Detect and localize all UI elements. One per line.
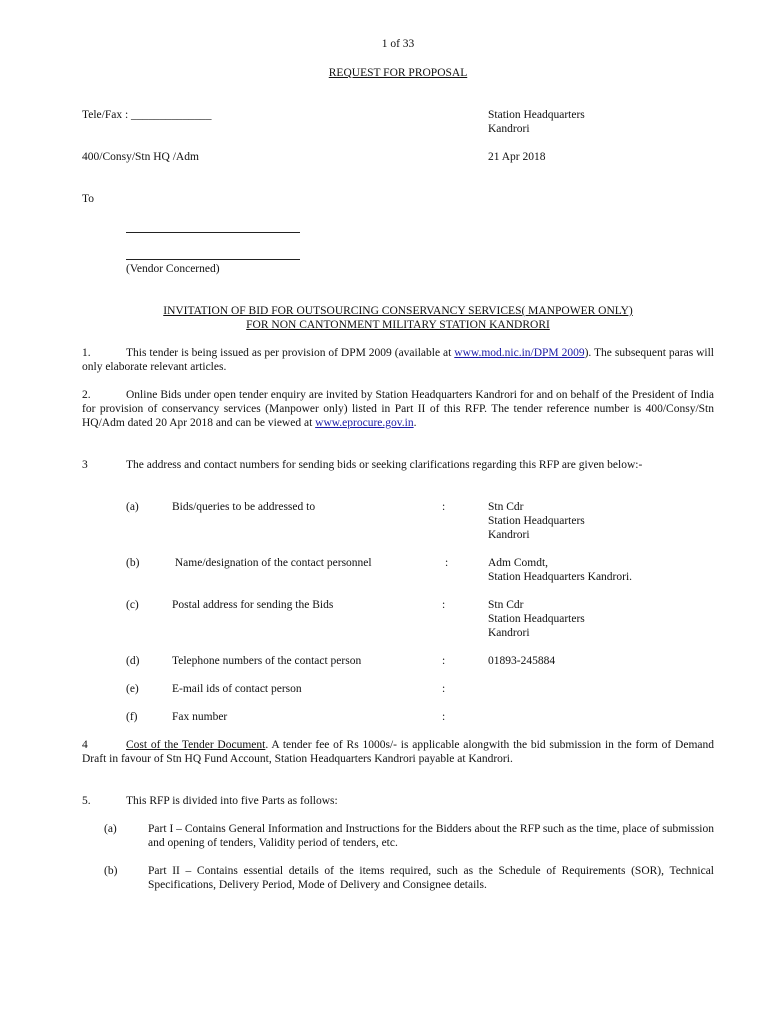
- para-4-text: . A tender fee of Rs 1000s/- is applicable alongwith the bid submission in the form of Demand Draft in favour of Stn HQ Fund Account, Station Headquarters Kandrori payable at Kandrori.: [82, 739, 714, 765]
- contact-tag: (f): [126, 711, 138, 723]
- part-item-a: [104, 822, 714, 850]
- contact-value-line: Kandrori: [488, 627, 530, 639]
- paragraph-1: [82, 346, 714, 374]
- part-item-b: [104, 864, 714, 892]
- page-number: 1 of 33: [381, 38, 415, 50]
- para-5-text: This RFP is divided into five Parts as follows:: [126, 795, 338, 807]
- letter-date: 21 Apr 2018: [488, 151, 546, 163]
- contact-tag: (d): [126, 655, 140, 667]
- contact-tag: (e): [126, 683, 139, 695]
- para-2-text-b: .: [413, 417, 417, 429]
- vendor-label: (Vendor Concerned): [126, 263, 220, 275]
- contact-colon: :: [442, 683, 446, 695]
- contact-tag: (c): [126, 599, 139, 611]
- contact-value-line: Stn Cdr: [488, 599, 524, 611]
- contact-tag: (b): [126, 557, 140, 569]
- contact-colon: :: [442, 711, 446, 723]
- contact-value-line: Station Headquarters: [488, 613, 585, 625]
- list-item: [104, 822, 714, 850]
- para-4-title: Cost of the Tender Document: [126, 739, 266, 751]
- contact-label: Postal address for sending the Bids: [172, 599, 334, 611]
- contact-value-line: Kandrori: [488, 529, 530, 541]
- office-place: Kandrori: [488, 123, 530, 135]
- contact-label: Name/designation of the contact personnel: [172, 557, 372, 569]
- paragraph-3: [82, 458, 714, 472]
- office-name: Station Headquarters: [488, 109, 585, 121]
- contact-colon: :: [442, 501, 446, 513]
- para-1-text-b: ). The subsequent paras will only elaborate relevant articles.: [82, 347, 715, 373]
- contact-label: Bids/queries to be addressed to: [172, 501, 316, 513]
- contact-value-line: Adm Comdt,: [488, 557, 549, 569]
- address-blank-line-1: [126, 232, 300, 233]
- contact-colon: :: [442, 655, 446, 667]
- paragraph-5: [82, 794, 714, 808]
- part-text: Part I – Contains General Information and Instructions for the Bidders about the RFP such as the time, place of submission and opening of tenders, Validity period of tenders, etc.: [148, 823, 714, 849]
- para-3-number: 3: [82, 459, 88, 471]
- contact-label: Fax number: [172, 711, 228, 723]
- part-tag: (b): [104, 865, 118, 877]
- para-4-number: 4: [82, 739, 88, 751]
- para-1-number: 1.: [82, 347, 91, 359]
- reference-number: 400/Consy/Stn HQ /Adm: [82, 151, 199, 163]
- subject-line-1: INVITATION OF BID FOR OUTSOURCING CONSERVANCY SERVICES( MANPOWER ONLY): [163, 305, 633, 317]
- contact-tag: (a): [126, 501, 139, 513]
- document-title: REQUEST FOR PROPOSAL: [328, 67, 468, 79]
- paragraph-2: [82, 388, 714, 430]
- dpm-link[interactable]: www.mod.nic.in/DPM 2009: [454, 347, 585, 359]
- contact-value-line: 01893-245884: [488, 655, 556, 667]
- contact-value-line: Station Headquarters Kandrori.: [488, 571, 633, 583]
- to-label: To: [82, 193, 94, 205]
- contact-label: Telephone numbers of the contact person: [172, 655, 362, 667]
- address-blank-line-2: [126, 259, 300, 260]
- list-item: [104, 864, 714, 892]
- part-text: Part II – Contains essential details of the items required, such as the Schedule of Requirements (SOR), Technical Specifications, Delivery Period, Mode of Delivery and Consignee details.: [148, 865, 714, 891]
- contact-colon: :: [445, 557, 449, 569]
- contact-value-line: Station Headquarters: [488, 515, 585, 527]
- eprocure-link[interactable]: www.eprocure.gov.in: [315, 417, 414, 429]
- paragraph-4: [82, 738, 714, 766]
- contact-value-line: Stn Cdr: [488, 501, 524, 513]
- para-2-number: 2.: [82, 389, 91, 401]
- para-5-number: 5.: [82, 795, 91, 807]
- contact-label: E-mail ids of contact person: [172, 683, 302, 695]
- para-1-text-a: This tender is being issued as per provision of DPM 2009 (available at: [126, 347, 455, 359]
- part-tag: (a): [104, 823, 117, 835]
- subject-line-2: FOR NON CANTONMENT MILITARY STATION KANDRORI: [246, 319, 550, 331]
- contact-colon: :: [442, 599, 446, 611]
- para-2-text-a: Online Bids under open tender enquiry are invited by Station Headquarters Kandrori for and on behalf of the President of India for provision of conservancy services (Manpower only) listed in Part II of this RFP. The tender reference number is 400/Consy/Stn HQ/Adm dated 20 Apr 2018 and can be viewed at: [82, 389, 714, 429]
- para-3-text: The address and contact numbers for sending bids or seeking clarifications regarding this RFP are given below:-: [126, 459, 643, 471]
- telefax-line: Tele/Fax : ______________: [82, 109, 212, 121]
